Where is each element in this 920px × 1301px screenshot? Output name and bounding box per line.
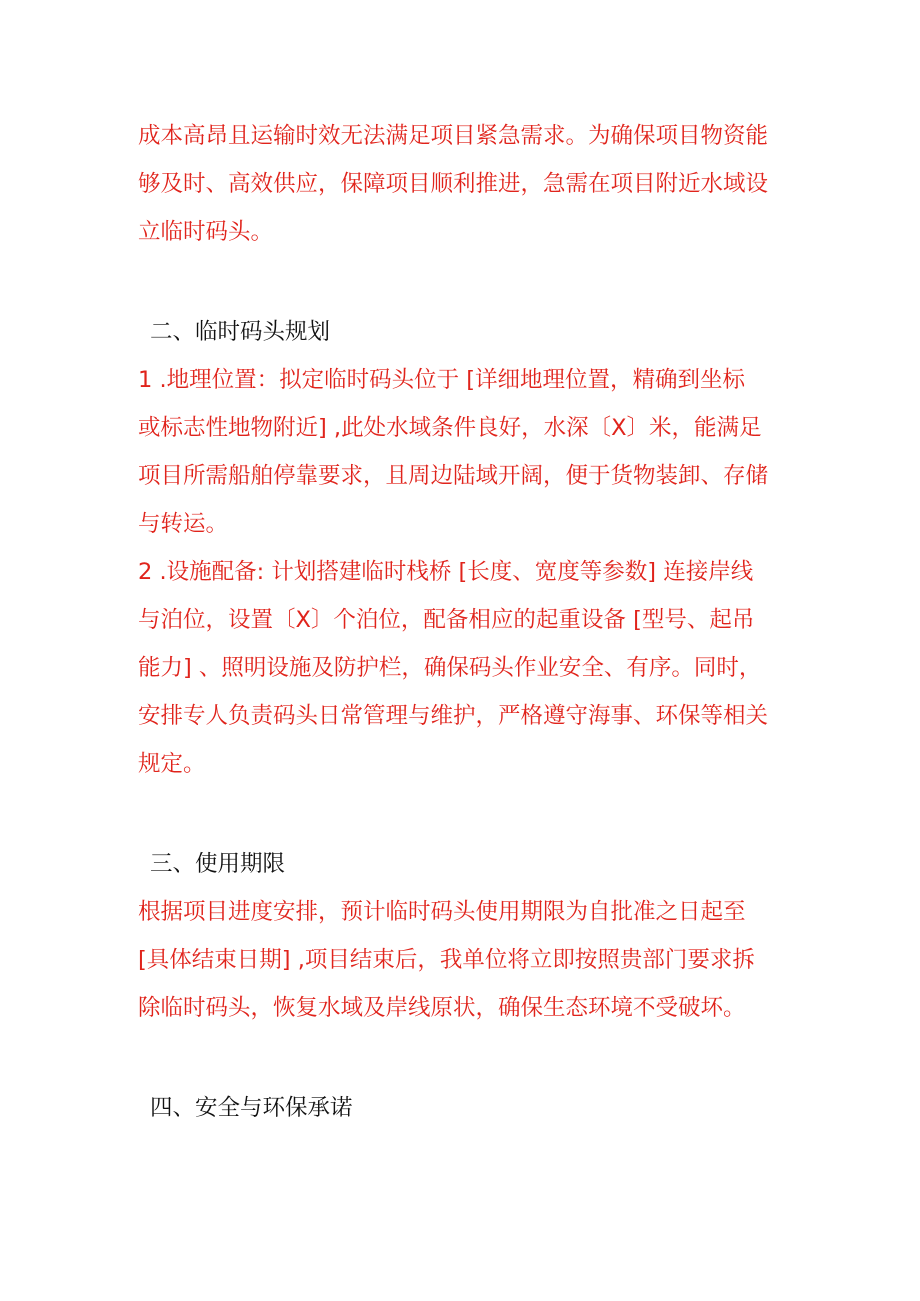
section-3-line-3: 除临时码头，恢复水域及岸线原状，确保生态环境不受破坏。 bbox=[138, 995, 746, 1021]
intro-line-1: 成本高昂且运输时效无法满足项目紧急需求。为确保项目物资能 bbox=[138, 123, 769, 149]
document-body bbox=[138, 112, 798, 1132]
section-4 bbox=[138, 1084, 798, 1132]
section-4-heading: 四、安全与环保承诺 bbox=[150, 1095, 353, 1121]
item-1-line-1: 1 .地理位置：拟定临时码头位于 [详细地理位置，精确到坐标 bbox=[138, 367, 746, 393]
item-2-line-2: 与泊位，设置〔X〕个泊位，配备相应的起重设备 [型号、起吊 bbox=[138, 607, 755, 633]
item-2-line-1: 2 .设施配备: 计划搭建临时栈桥 [长度、宽度等参数] 连接岸线 bbox=[138, 559, 754, 585]
intro-paragraph bbox=[138, 112, 798, 256]
paragraph-spacer bbox=[138, 788, 798, 840]
item-1-line-4: 与转运。 bbox=[138, 511, 229, 537]
paragraph-spacer bbox=[138, 256, 798, 308]
intro-line-3: 立临时码头。 bbox=[138, 219, 274, 245]
item-2-line-5: 规定。 bbox=[138, 751, 206, 777]
section-3-line-1: 根据项目进度安排，预计临时码头使用期限为自批准之日起至 bbox=[138, 899, 746, 925]
item-2-line-3: 能力] 、照明设施及防护栏，确保码头作业安全、有序。同时， bbox=[138, 655, 762, 681]
paragraph-spacer bbox=[138, 1032, 798, 1084]
item-1-line-2: 或标志性地物附近] ,此处水域条件良好，水深〔X〕米，能满足 bbox=[138, 415, 762, 441]
section-2 bbox=[138, 308, 798, 788]
item-1-line-3: 项目所需船舶停靠要求，且周边陆域开阔，便于货物装卸、存储 bbox=[138, 463, 769, 489]
section-3 bbox=[138, 840, 798, 1032]
section-3-heading: 三、使用期限 bbox=[150, 851, 286, 877]
section-2-heading: 二、临时码头规划 bbox=[150, 319, 331, 345]
section-2-item-2 bbox=[138, 548, 798, 788]
intro-line-2: 够及时、高效供应，保障项目顺利推进，急需在项目附近水域设 bbox=[138, 171, 769, 197]
section-3-line-2: [具体结束日期] ,项目结束后，我单位将立即按照贵部门要求拆 bbox=[138, 947, 755, 973]
section-2-item-1 bbox=[138, 356, 798, 548]
item-2-line-4: 安排专人负责码头日常管理与维护，严格遵守海事、环保等相关 bbox=[138, 703, 769, 729]
